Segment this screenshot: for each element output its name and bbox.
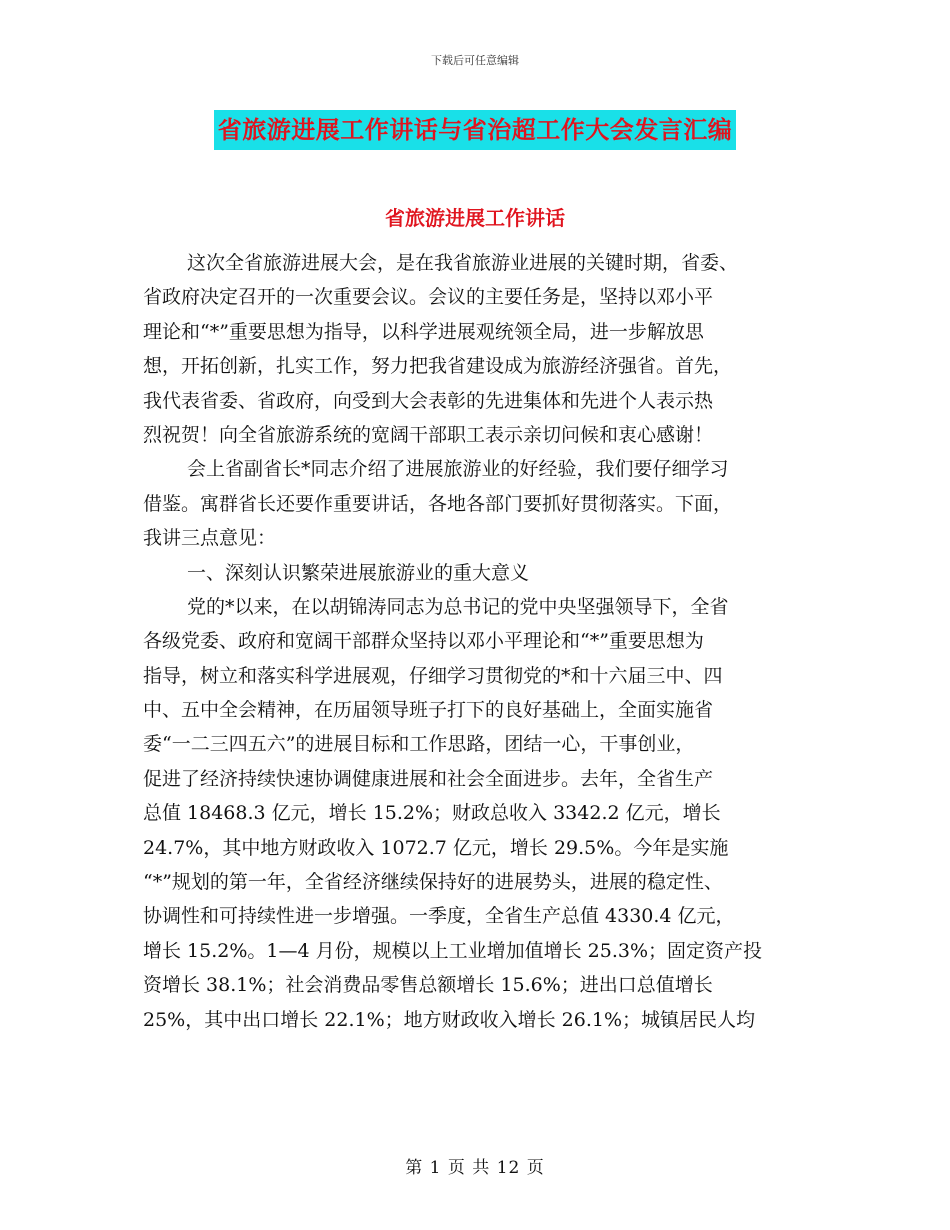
header-note: 下载后可任意编辑 (431, 54, 519, 67)
section-title: 省旅游进展工作讲话 (385, 206, 565, 230)
text-line: 我代表省委、省政府，向受到大会表彰的先进集体和先进个人表示热 (143, 389, 714, 412)
text-line: 增长 15.2%。1—4 月份，规模以上工业增加值增长 25.3%；固定资产投 (143, 939, 763, 962)
text-line: 协调性和可持续性进一步增强。一季度，全省生产总值 4330.4 亿元， (143, 905, 735, 928)
text-line: 指导，树立和落实科学进展观，仔细学习贯彻党的*和十六届三中、四 (143, 664, 723, 687)
text-line: 各级党委、政府和宽阔干部群众坚持以邓小平理论和“*”重要思想为 (143, 630, 704, 653)
text-line: 党的*以来，在以胡锦涛同志为总书记的党中央坚强领导下，全省 (187, 595, 729, 618)
text-line: 委“一二三四五六”的进展目标和工作思路，团结一心，干事创业， (143, 733, 695, 756)
text-line: 这次全省旅游进展大会，是在我省旅游业进展的关键时期，省委、 (187, 252, 739, 274)
text-line: 理论和“*”重要思想为指导，以科学进展观统领全局，进一步解放思 (143, 320, 704, 343)
page-footer: 第 1 页 共 12 页 (405, 1158, 545, 1178)
text-line: 烈祝贺！向全省旅游系统的宽阔干部职工表示亲切问候和衷心感谢！ (143, 423, 714, 446)
text-line: 资增长 38.1%；社会消费品零售总额增长 15.6%；进出口总值增长 (143, 974, 713, 997)
text-line: 促进了经济持续快速协调健康进展和社会全面进步。去年，全省生产 (143, 767, 714, 790)
text-line: 想，开拓创新，扎实工作，努力把我省建设成为旅游经济强省。首先， (143, 355, 733, 378)
section-heading: 一、深刻认识繁荣进展旅游业的重大意义 (187, 561, 530, 584)
text-line: 会上省副省长*同志介绍了进展旅游业的好经验，我们要仔细学习 (187, 458, 729, 481)
text-line: 我讲三点意见： (143, 527, 277, 550)
main-title-wrap (0, 110, 950, 150)
text-line: 24.7%，其中地方财政收入 1072.7 亿元，增长 29.5%。今年是实施 (143, 836, 729, 859)
text-line: “*”规划的第一年，全省经济继续保持好的进展势头，进展的稳定性、 (143, 871, 723, 894)
text-line: 省政府决定召开的一次重要会议。会议的主要任务是，坚持以邓小平 (143, 286, 714, 309)
text-line: 总值 18468.3 亿元，增长 15.2%；财政总收入 3342.2 亿元，增长 (143, 802, 721, 825)
main-title: 省旅游进展工作讲话与省治超工作大会发言汇编 (214, 110, 737, 150)
text-line: 借鉴。寓群省长还要作重要讲话，各地各部门要抓好贯彻落实。下面， (143, 492, 733, 515)
text-line: 25%，其中出口增长 22.1%；地方财政收入增长 26.1%；城镇居民人均 (143, 1008, 756, 1031)
text-line: 中、五中全会精神，在历届领导班子打下的良好基础上，全面实施省 (143, 699, 714, 722)
body-text (143, 246, 813, 1037)
